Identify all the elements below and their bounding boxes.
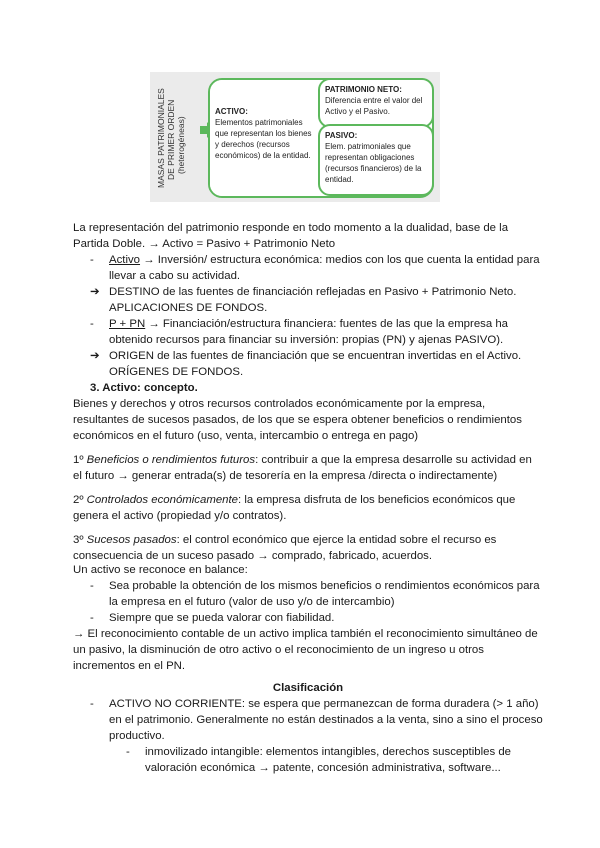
vertical-label-line-2: DE PRIMER ORDEN (166, 99, 176, 180)
point-2 (73, 492, 543, 524)
vertical-label-line-3: (heterogéneas) (176, 116, 186, 174)
patrimonio-neto-title: PATRIMONIO NETO: (325, 85, 402, 94)
clasificacion-heading: Clasificación (272, 682, 344, 694)
vertical-label-line-1: MASAS PATRIMONIALES (156, 88, 166, 188)
definition-paragraph: Bienes y derechos y otros recursos controlados económicamente por la empresa, resultantes de sucesos pasados, de los que se espera obtener beneficios o rendimientos económicos en el futuro (uso, venta, intercambio o entrega en pago) (73, 398, 522, 442)
clasificacion-block (73, 680, 543, 776)
balance-note: → El reconocimiento contable de un activo implica también el reconocimiento simultáneo de un pasivo, la disminución de otro activo o el reconocimiento de un ingreso u otros incrementos en el PN. (73, 628, 538, 672)
list-subitem (73, 744, 543, 776)
dash-marker: - (90, 698, 94, 710)
section-activo-concepto (73, 380, 543, 564)
list-item (73, 578, 543, 610)
patrimonio-neto-box (318, 78, 434, 128)
list-item (73, 696, 543, 744)
list-item (73, 284, 543, 316)
list-item (73, 252, 543, 284)
point-3-number: 3º (73, 534, 84, 546)
point-2-text: : la empresa disfruta de los beneficios económicos que genera el activo (propiedad y/o contratos). (73, 494, 516, 522)
pasivo-box (318, 124, 434, 196)
dash-marker: - (126, 746, 130, 758)
clasificacion-subitem-1: inmovilizado intangible: elementos intangibles, derechos susceptibles de valoración económica → patente, concesión administrativa, software... (145, 746, 511, 774)
dash-marker: - (90, 580, 94, 592)
balance-item-2: Siempre que se pueda valorar con fiabilidad. (109, 612, 335, 624)
pasivo-title: PASIVO: (325, 131, 358, 140)
dash-marker: - (90, 318, 94, 330)
point-1-number: 1º (73, 454, 84, 466)
list-item (73, 348, 543, 380)
point-1-term: Beneficios o rendimientos futuros (86, 454, 256, 466)
balance-block (73, 562, 543, 674)
point-2-number: 2º (73, 494, 84, 506)
point-3 (73, 532, 543, 564)
section-heading: 3. Activo: concepto. (90, 382, 198, 394)
list-item (73, 610, 543, 626)
origen-text: ORIGEN de las fuentes de financiación que se encuentran invertidas en el Activo. ORÍGENES DE FONDOS. (109, 350, 522, 378)
dash-marker: - (90, 612, 94, 624)
activo-description: → Inversión/ estructura económica: medios con los que cuenta la entidad para llevar a cabo su actividad. (109, 254, 540, 282)
arrow-icon: ➔ (90, 286, 100, 298)
activo-label: Activo (109, 254, 141, 266)
point-1 (73, 452, 543, 484)
pasivo-text: Elem. patrimoniales que representan obligaciones (recursos financieros) de la entidad. (325, 142, 422, 184)
activo-box (210, 80, 320, 196)
destino-text: DESTINO de las fuentes de financiación reflejadas en Pasivo + Patrimonio Neto. APLICACIONES DE FONDOS. (109, 286, 517, 314)
intro-paragraph: La representación del patrimonio responde en todo momento a la dualidad, base de la Partida Doble. → Activo = Pasivo + Patrimonio Neto (73, 222, 509, 250)
p-pn-description: → Financiación/estructura financiera: fuentes de las que la empresa ha obtenido recursos para financiar su inversión: propias (PN) y ajenas PASIVO). (109, 318, 509, 346)
balance-intro: Un activo se reconoce en balance: (73, 564, 248, 576)
clasificacion-item-1: ACTIVO NO CORRIENTE: se espera que permanezcan de forma duradera (> 1 año) en el patrimonio. Generalmente no están destinados a la venta, sino a sino el proceso productivo. (109, 698, 543, 742)
patrimonio-neto-text: Diferencia entre el valor del Activo y el Pasivo. (325, 96, 423, 116)
activo-text: Elementos patrimoniales que representan los bienes y derechos (recursos económicos) de la entidad. (215, 118, 312, 160)
balance-item-1: Sea probable la obtención de los mismos beneficios o rendimientos económicos para la empresa en el futuro (valor de uso y/o de intercambio) (109, 580, 540, 608)
point-3-term: Sucesos pasados (86, 534, 177, 546)
list-item (73, 316, 543, 348)
patrimonio-diagram (150, 72, 440, 202)
diagram-vertical-label (152, 72, 196, 202)
intro-block (73, 220, 543, 380)
p-pn-label: P + PN (109, 318, 146, 330)
activo-title: ACTIVO: (215, 107, 248, 116)
point-1-text: : contribuir a que la empresa desarrolle su actividad en el futuro → generar entrada(s) de tesorería en la empresa /directa o indirectamente) (73, 454, 532, 482)
point-3-text: : el control económico que ejerce la entidad sobre el recurso es consecuencia de un suceso pasado → comprado, fabricado, acuerdos. (73, 534, 497, 562)
point-2-term: Controlados económicamente (86, 494, 238, 506)
arrow-icon: ➔ (90, 350, 100, 362)
dash-marker: - (90, 254, 94, 266)
